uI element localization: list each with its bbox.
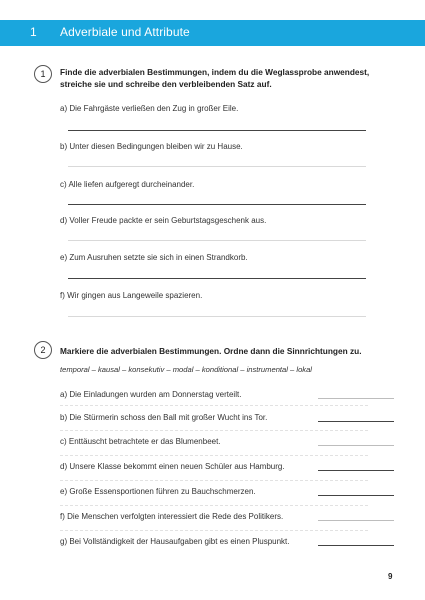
task-1-instruction-line-2: streiche sie und schreibe den verbleibenden Satz auf. [60,79,272,89]
row-divider [60,505,368,506]
task-1-item-d: d) Voller Freude packte er sein Geburtstagsgeschenk aus. [60,216,267,225]
task-1-item-f: f) Wir gingen aus Langeweile spazieren. [60,291,203,300]
category-answer-g[interactable] [318,545,394,546]
category-list: temporal – kausal – konsekutiv – modal – konditional – instrumental – lokal [60,365,312,374]
task-2-badge: 2 [34,341,52,359]
task-2-item-g: g) Bei Vollständigkeit der Hausaufgaben gibt es einen Pluspunkt. [60,537,290,546]
answer-line-c[interactable] [68,204,366,205]
answer-line-f[interactable] [68,316,366,317]
category-answer-e[interactable] [318,495,394,496]
task-1-item-a: a) Die Fahrgäste verließen den Zug in großer Eile. [60,104,239,113]
task-1-badge: 1 [34,65,52,83]
row-divider [60,455,368,456]
task-2-instruction: Markiere die adverbialen Bestimmungen. Ordne dann die Sinnrichtungen zu. [60,346,362,356]
task-1-item-b: b) Unter diesen Bedingungen bleiben wir zu Hause. [60,142,243,151]
chapter-title: Adverbiale und Attribute [60,25,190,39]
page-number: 9 [388,572,393,581]
chapter-header [0,20,425,46]
task-1-instruction-line-1: Finde die adverbialen Bestimmungen, indem du die Weglassprobe anwendest, [60,67,370,77]
task-2-item-e: e) Große Essensportionen führen zu Bauchschmerzen. [60,487,256,496]
row-divider [60,405,368,406]
answer-line-d[interactable] [68,240,366,241]
task-1-item-c: c) Alle liefen aufgeregt durcheinander. [60,180,195,189]
task-2-item-c: c) Enttäuscht betrachtete er das Blumenbeet. [60,437,221,446]
category-answer-a[interactable] [318,398,394,399]
row-divider [60,430,368,431]
answer-line-b[interactable] [68,166,366,167]
answer-line-e[interactable] [68,278,366,279]
row-divider [60,480,368,481]
task-2-item-f: f) Die Menschen verfolgten interessiert die Rede des Politikers. [60,512,284,521]
answer-line-a[interactable] [68,130,366,131]
task-1-item-e: e) Zum Ausruhen setzte sie sich in einen Strandkorb. [60,253,248,262]
category-answer-b[interactable] [318,421,394,422]
task-2-item-a: a) Die Einladungen wurden am Donnerstag verteilt. [60,390,242,399]
task-2-item-d: d) Unsere Klasse bekommt einen neuen Schüler aus Hamburg. [60,462,285,471]
task-2-item-b: b) Die Stürmerin schoss den Ball mit großer Wucht ins Tor. [60,413,268,422]
chapter-number: 1 [30,25,37,39]
row-divider [60,530,368,531]
category-answer-f[interactable] [318,520,394,521]
category-answer-c[interactable] [318,445,394,446]
category-answer-d[interactable] [318,470,394,471]
